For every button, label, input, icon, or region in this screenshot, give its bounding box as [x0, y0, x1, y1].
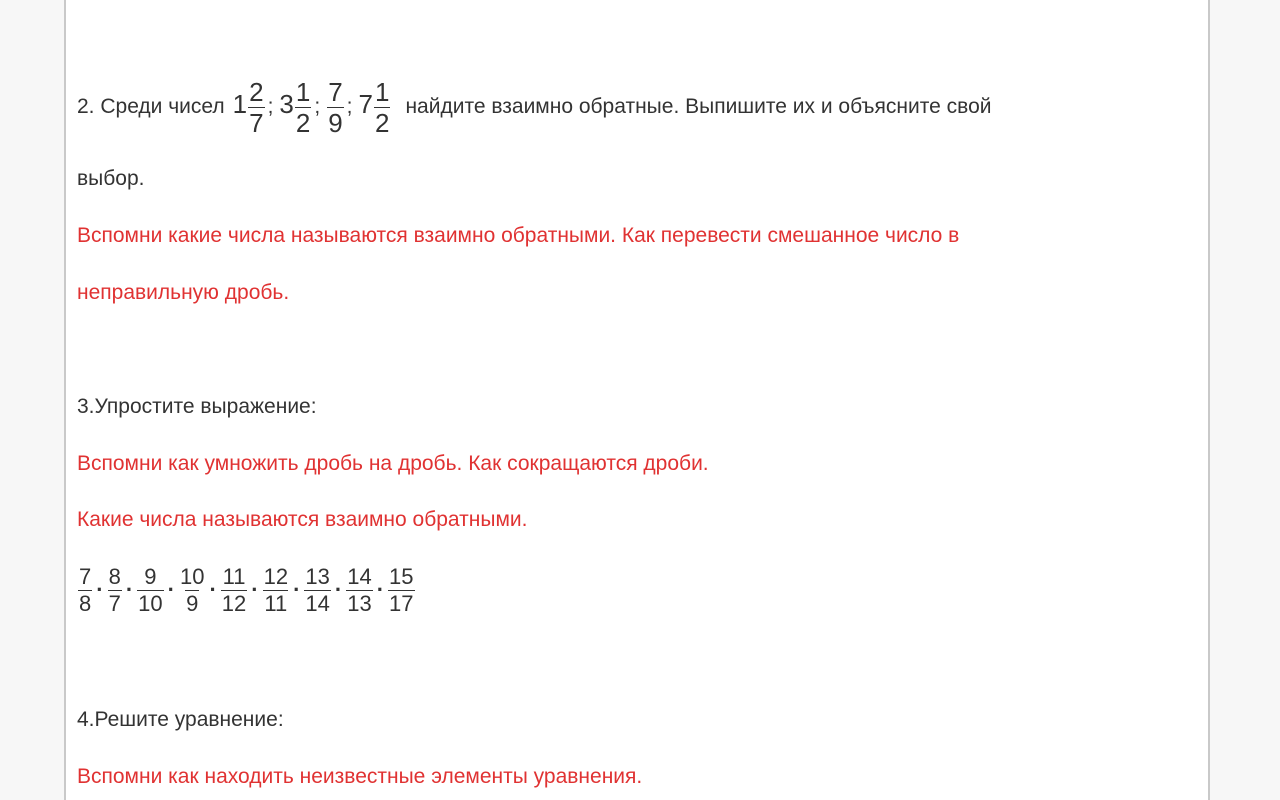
task2-number-1: 1 $\frac{2}{7}$	[232, 76, 264, 138]
task2-statement-line2: выбор.	[77, 167, 145, 190]
fraction-denominator: 12	[221, 590, 247, 616]
expression-fraction	[346, 563, 372, 616]
multiply-operator: ·	[209, 577, 217, 602]
fraction-denominator: 17	[389, 590, 414, 616]
expression-fraction	[263, 563, 289, 616]
expression-fraction	[388, 563, 414, 616]
expression-fraction	[137, 563, 163, 616]
fraction-denominator: 9	[186, 590, 199, 616]
fraction-denominator: 11	[264, 590, 288, 616]
task3-hint-line1: Вспомни как умножить дробь на дробь. Как сокращаются дроби.	[77, 452, 709, 475]
task2-statement-line1	[77, 72, 991, 142]
expression-fraction	[108, 563, 122, 616]
fraction-denominator: 8	[79, 590, 92, 616]
multiply-operator: ·	[376, 577, 385, 602]
fraction-numerator: 9	[144, 563, 157, 589]
fraction-numerator: 15	[389, 563, 414, 589]
task4-title: 4.Решите уравнение:	[77, 708, 284, 731]
fraction-numerator: 12	[263, 563, 289, 589]
multiply-operator: ·	[293, 577, 301, 602]
fraction-denominator: 14	[305, 590, 330, 616]
fraction-denominator: 13	[347, 590, 372, 616]
fraction-numerator: 10	[179, 563, 205, 589]
task2-number-3: $\frac{7}{9}$	[328, 76, 343, 138]
task2-suffix: найдите взаимно обратные. Выпишите их и объясните свой	[405, 95, 992, 118]
task4-hint-line1: Вспомни как находить неизвестные элементы уравнения.	[77, 765, 643, 788]
task2-number-4: 7 $\frac{1}{2}$	[358, 76, 390, 138]
task3-hint-line2: Какие числа называются взаимно обратными.	[77, 508, 528, 531]
expression-fraction	[179, 563, 205, 616]
task2-separator: ;	[346, 95, 353, 118]
task2-hint-line1: Вспомни какие числа называются взаимно обратными. Как перевести смешанное число в	[77, 224, 960, 247]
multiply-operator: ·	[167, 577, 175, 602]
expression-fraction	[78, 563, 92, 616]
fraction-numerator: 11	[222, 563, 246, 589]
expression-fraction	[221, 563, 247, 616]
multiply-operator: ·	[334, 577, 343, 602]
fraction-denominator: 7	[108, 590, 121, 616]
fraction-denominator: 10	[138, 590, 163, 616]
multiply-operator: ·	[125, 577, 134, 602]
fraction-numerator: 8	[108, 563, 121, 589]
task2-separator: ;	[267, 95, 274, 118]
task2-separator: ;	[314, 95, 321, 118]
fraction-numerator: 14	[347, 563, 372, 589]
task3-expression	[77, 560, 416, 620]
task2-hint-line2: неправильную дробь.	[77, 281, 290, 304]
document-page	[64, 0, 1210, 800]
multiply-operator: ·	[251, 577, 259, 602]
multiply-operator: ·	[96, 577, 104, 602]
task2-prefix: 2. Среди чисел	[77, 95, 225, 118]
task2-number-2: 3 $\frac{1}{2}$	[279, 76, 311, 138]
fraction-numerator: 13	[305, 563, 330, 589]
expression-fraction	[304, 563, 330, 616]
task3-title: 3.Упростите выражение:	[77, 395, 317, 418]
fraction-numerator: 7	[79, 563, 92, 589]
